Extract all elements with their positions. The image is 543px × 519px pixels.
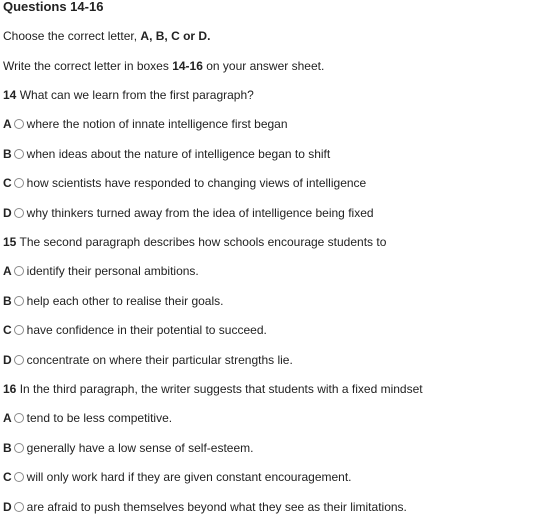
q16-option-d[interactable] <box>3 500 407 514</box>
question-14 <box>3 88 254 102</box>
question-15 <box>3 235 386 249</box>
question-number: 15 <box>3 235 17 249</box>
option-letter: C <box>3 323 12 337</box>
radio-button[interactable] <box>14 355 24 365</box>
option-text: help each other to realise their goals. <box>26 294 224 308</box>
option-text: when ideas about the nature of intelligence began to shift <box>26 147 331 161</box>
option-letter: D <box>3 500 12 514</box>
q15-option-b[interactable] <box>3 294 223 308</box>
question-number: 16 <box>3 382 17 396</box>
question-16 <box>3 382 423 396</box>
instruction-choose <box>3 29 210 43</box>
radio-button[interactable] <box>14 149 24 159</box>
option-letter: C <box>3 470 12 484</box>
q15-option-a[interactable] <box>3 264 199 278</box>
q15-option-c[interactable] <box>3 323 267 337</box>
option-letter: B <box>3 441 12 455</box>
q14-option-d[interactable] <box>3 206 374 220</box>
q14-option-c[interactable] <box>3 176 366 190</box>
instruction-write-text: Write the correct letter in boxes <box>3 59 173 73</box>
option-letter: D <box>3 353 12 367</box>
radio-button[interactable] <box>14 208 24 218</box>
question-number: 14 <box>3 88 17 102</box>
question-text: The second paragraph describes how schools encourage students to <box>19 235 387 249</box>
option-text: how scientists have responded to changing views of intelligence <box>26 176 367 190</box>
radio-button[interactable] <box>14 266 24 276</box>
instruction-choose-letters: A, B, C or D. <box>140 29 211 43</box>
option-letter: A <box>3 264 12 278</box>
radio-button[interactable] <box>14 119 24 129</box>
q16-option-b[interactable] <box>3 441 253 455</box>
page-title: Questions 14-16 <box>3 0 104 14</box>
option-letter: D <box>3 206 12 220</box>
question-text: In the third paragraph, the writer suggests that students with a fixed mindset <box>19 382 423 396</box>
option-text: tend to be less competitive. <box>26 411 173 425</box>
option-text: why thinkers turned away from the idea of intelligence being fixed <box>26 206 374 220</box>
option-letter: C <box>3 176 12 190</box>
radio-button[interactable] <box>14 325 24 335</box>
option-letter: A <box>3 117 12 131</box>
question-text: What can we learn from the first paragraph? <box>19 88 254 102</box>
instruction-write-boxes: 14-16 <box>172 59 203 73</box>
radio-button[interactable] <box>14 502 24 512</box>
q16-option-c[interactable] <box>3 470 352 484</box>
instruction-choose-text: Choose the correct letter, <box>3 29 141 43</box>
q14-option-a[interactable] <box>3 117 288 131</box>
option-letter: B <box>3 147 12 161</box>
q14-option-b[interactable] <box>3 147 330 161</box>
option-text: where the notion of innate intelligence first began <box>26 117 288 131</box>
radio-button[interactable] <box>14 178 24 188</box>
option-text: identify their personal ambitions. <box>26 264 199 278</box>
option-text: will only work hard if they are given constant encouragement. <box>26 470 352 484</box>
instruction-write <box>3 59 324 73</box>
q16-option-a[interactable] <box>3 411 172 425</box>
radio-button[interactable] <box>14 443 24 453</box>
option-text: generally have a low sense of self-esteem. <box>26 441 254 455</box>
radio-button[interactable] <box>14 472 24 482</box>
option-text: concentrate on where their particular strengths lie. <box>26 353 293 367</box>
radio-button[interactable] <box>14 296 24 306</box>
option-text: are afraid to push themselves beyond what they see as their limitations. <box>26 500 407 514</box>
option-letter: B <box>3 294 12 308</box>
option-letter: A <box>3 411 12 425</box>
q15-option-d[interactable] <box>3 353 293 367</box>
option-text: have confidence in their potential to succeed. <box>26 323 267 337</box>
radio-button[interactable] <box>14 413 24 423</box>
instruction-write-suffix: on your answer sheet. <box>202 59 325 73</box>
